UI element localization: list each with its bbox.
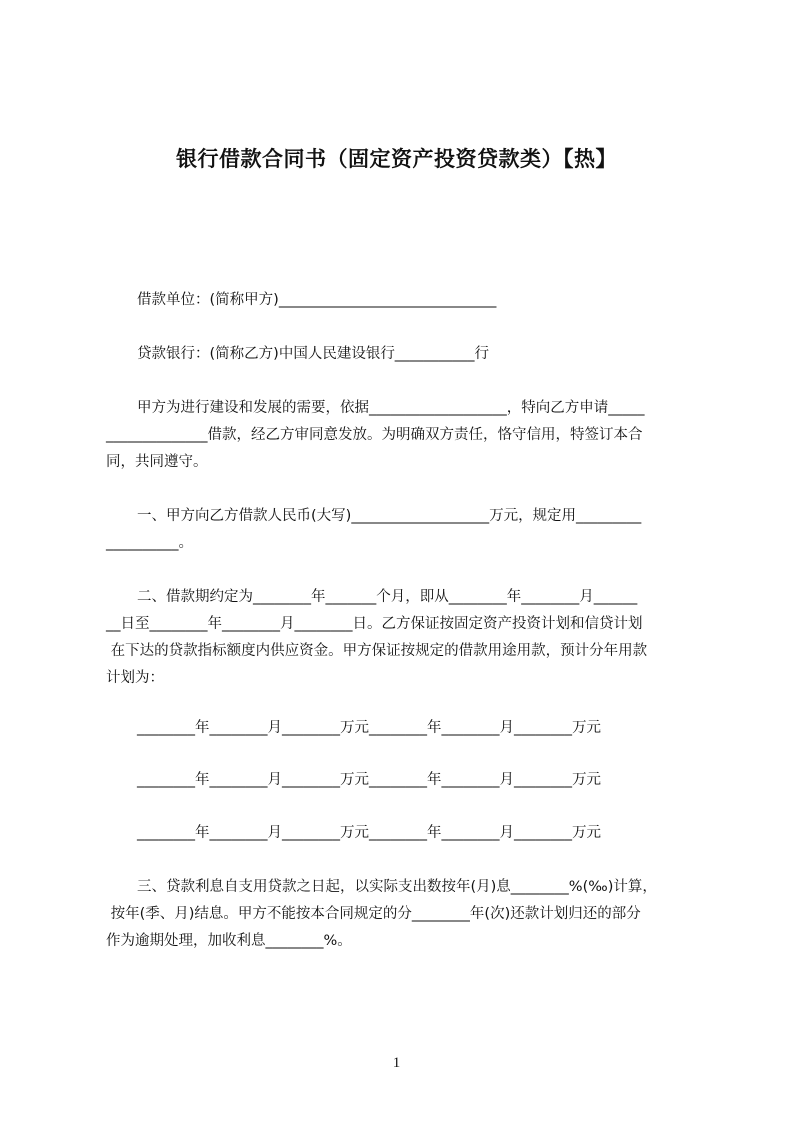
- clause3-line: 按年(季、月)结息。甲方不能按本合同规定的分________年(次)还款计划归还的部分: [106, 906, 641, 922]
- document-title: 银行借款合同书（固定资产投资贷款类）【热】: [176, 147, 617, 171]
- plan-row: ________年________月________万元________年________月________万元: [137, 825, 601, 841]
- plan-row: ________年________月________万元________年________月________万元: [137, 720, 601, 736]
- clause3-line: 作为逾期处理，加收利息________%。: [106, 933, 352, 949]
- clause1-line: 一、甲方向乙方借款人民币(大写)___________________万元，规定用_________: [137, 508, 642, 524]
- clause3-line: 三、贷款利息自支用贷款之日起，以实际支出数按年(月)息________%(‰)计算，: [137, 879, 657, 895]
- lender-line: 贷款银行：(简称乙方)中国人民建设银行___________行: [137, 346, 490, 362]
- clause2-line: __日至________年________月________日。乙方保证按固定资产投资计划和信贷计划: [106, 616, 643, 632]
- preamble-line: 甲方为进行建设和发展的需要，依据___________________，特向乙方申请_____: [137, 400, 645, 416]
- preamble-line: ______________借款，经乙方审同意发放。为明确双方责任，恪守信用，特签订本合: [106, 427, 643, 443]
- preamble-line: 同，共同遵守。: [106, 454, 208, 470]
- page-number: 1: [392, 1055, 401, 1071]
- clause2-line: 二、借款期约定为________年_______个月，即从________年________月______: [137, 589, 638, 605]
- borrower-line: 借款单位：(简称甲方)______________________________: [137, 292, 497, 308]
- clause2-line: 计划为：: [106, 670, 164, 686]
- clause1-line: __________。: [106, 535, 193, 551]
- plan-row: ________年________月________万元________年________月________万元: [137, 772, 601, 788]
- clause2-line: 在下达的贷款指标额度内供应资金。甲方保证按规定的借款用途用款，预计分年用款: [106, 643, 648, 659]
